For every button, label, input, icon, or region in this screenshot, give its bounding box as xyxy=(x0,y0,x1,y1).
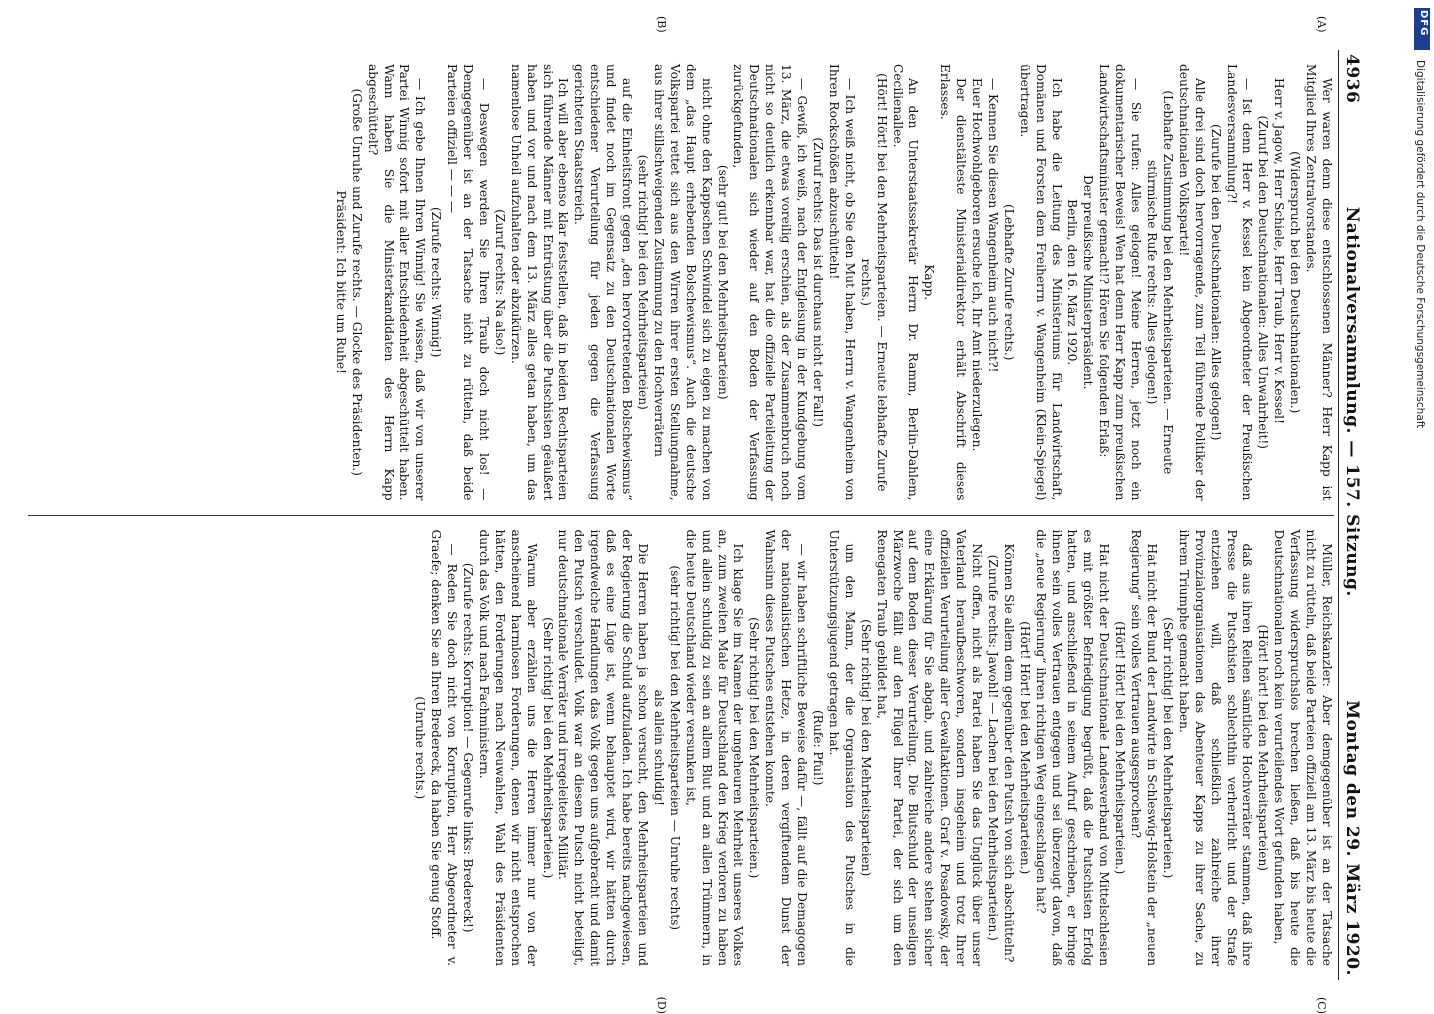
paragraph: (Zuruf rechts: Das ist durchaus nicht der Fall!) xyxy=(811,137,825,428)
digitization-note-text: Digitalisierung gefördert durch die Deutsche Forschungsgemeinschaft xyxy=(1414,60,1426,429)
paragraph: Ich will aber ebenso klar feststellen, daß in beiden Rechtsparteien sich führende Männer mit Entrüstung über die Putschisten geäußert haben und vor und nach dem 13. März alles getan haben, um das namenlose Unheil aufzuhalten oder abzukürzen. xyxy=(508,64,571,501)
margin-mark-d: (D) xyxy=(655,996,668,1014)
dfg-logo xyxy=(1414,8,1430,50)
paragraph: (Zuruf bei den Deutschnationalen: Alles Unwahrheit!) xyxy=(1256,115,1271,450)
paragraph: auf die Einheitsfront gegen „den hervortretenden Bolschewismus“ und findet noch im Gegensatz zu den Deutschnationalen Worte entschiedener Verurteilung für jeden gegen die Verfassung gerichteten Staatsstreich. xyxy=(572,64,635,501)
paragraph: (Hört! Hört! bei den Mehrheitsparteien. — Erneute lebhafte Zurufe rechts.) xyxy=(858,73,889,492)
paragraph: Der preußische Ministerpräsident. xyxy=(1081,175,1096,390)
margin-mark-a: (A) xyxy=(1315,16,1328,33)
digitization-note xyxy=(1406,60,1432,940)
paragraph: Präsident: Ich bitte um Ruhe! xyxy=(333,190,348,374)
paragraph: (Lebhafte Zurufe rechts.) xyxy=(1001,203,1016,361)
paragraph: Ich klage Sie im Namen der ungeheuren Mehrheit unseres Volkes an, zum zweiten Male für Deutschland den Krieg verloren zu haben und allein schuldig zu sein an allem Blut und an allen Trümmern, in die heute Deutschland wieder versunken ist, xyxy=(683,529,746,966)
paragraph: Berlin, den 16. März 1920. xyxy=(1065,199,1080,366)
paragraph: — Deswegen werden Sie Ihren Traub doch nicht los! — Demgegenüber ist an der Tatsache nicht zu rütteln, daß beide Parteien offiziell — — — xyxy=(445,64,491,501)
paragraph: — Ich gebe Ihnen Ihren Winnig! Sie wissen, daß wir von unserer Partei Winnig sofort mit aller Entschiedenheit abgeschüttelt haben. Wann haben Sie die Ministerkandidaten des Herrn Kapp abgeschüttelt? xyxy=(365,64,428,501)
paragraph: Müller, Reichskanzler: Aber demgegenüber ist an der Tatsache nicht zu rütteln, daß beide Parteien offiziell am 13. März bis heute die Verfassung widerspruchslos brechen ließen, daß bis heute die Deutschnationalen noch kein verurteilendes Wort gefunden haben, xyxy=(1272,529,1334,966)
paragraph: — Gewiß, ich weiß, nach der Entgleisung in der Kundgebung vom 13. März, die etwas voreilig erschien, als der Zusammenbruch noch nicht so deutlich erkennbar war, hat die offizielle Parteileitung der Deutschnationalen sich wieder auf den Boden der Verfassung zurückgefunden, xyxy=(731,64,810,501)
paragraph: — Ich weiß nicht, ob Sie den Mut haben, Herrn v. Wangenheim von Ihren Rockschößen abzuschütteln! xyxy=(826,64,857,501)
paragraph: (sehr gut! bei den Mehrheitsparteien) xyxy=(715,164,730,400)
dfg-logo-text: DFG xyxy=(1418,10,1429,37)
paragraph: (Hört! Hört! bei den Mehrheitsparteien.) xyxy=(1017,621,1032,875)
paragraph: Können Sie allem dem gegenüber den Putsch von sich abschütteln? xyxy=(1001,543,1016,963)
paragraph: Hat nicht der Deutschnationale Landesverband von Mittelschlesien es mit größter Befriedigung begrüßt, daß die Putschisten Erfolg hatten, und anschließend in seinem Aufruf geschrieben, er bringe ihnen sein volles Vertrauen entgegen und sei überzeugt davon, daß die „neue Regierung“ ihren richtigen Weg eingeschlagen hat? xyxy=(1033,529,1112,966)
session-date: Montag den 29. März 1920. xyxy=(1342,700,1362,976)
paragraph: (Sehr richtig! bei den Mehrheitsparteien.) xyxy=(1160,617,1175,879)
paragraph: (Große Unruhe und Zurufe rechts. — Glocke des Präsidenten.) xyxy=(349,88,364,477)
paragraph: um den Mann, der die Organisation des Putsches in die Unterstützungsjugend getragen hat. xyxy=(826,529,857,966)
paragraph: Hat nicht der Bund der Landwirte in Schleswig-Holstein der „neuen Regierung“ sein volles Vertrauen ausgesprochen? xyxy=(1129,529,1160,966)
paragraph: Wer waren denn diese entschlossenen Männer? Herr Kapp ist Mitglied Ihres Zentralvorstandes. xyxy=(1304,64,1334,501)
paragraph: (Rufe: Pfui!) xyxy=(811,709,825,786)
paragraph: (Widerspruch bei den Deutschnationalen.) xyxy=(1288,151,1303,414)
paragraph: Nicht offen, nicht als Partei haben Sie das Unglück über unser Vaterland heraufbeschworen, sondern insgeheim und trotz Ihrer offiziellen Verurteilung aller Gewaltaktionen. Graf v. Posadowsky, der eine Erklärung für Sie abgab, und zahlreiche andere stehen sicher auf dem Boden dieser Verurteilung. Die Blutschuld der unseligen Märzwoche fällt auf den Flügel Ihrer Partei, der sich um den Renegaten Traub gebildet hat, xyxy=(874,529,985,966)
paragraph: (Zurufe rechts: Winnig!) xyxy=(429,207,444,358)
paragraph: (Zurufe rechts: Korruption! — Gegenrufe links: Bredereck!) xyxy=(461,562,476,933)
paragraph: — Kennen Sie diesen Wangenheim auch nicht?! xyxy=(985,78,1000,373)
paragraph: Euer Hochwohlgeboren ersuche ich, Ihr Amt niederzulegen. xyxy=(970,78,985,452)
page-number: 4936 xyxy=(1342,54,1362,104)
margin-mark-b: (B) xyxy=(655,16,668,33)
paragraph: — Ist denn Herr v. Kessel kein Abgeordneter der Preußischen Landesversammlung?! xyxy=(1224,64,1255,501)
paragraph: (sehr richtig! bei den Mehrheitsparteien) xyxy=(636,154,651,410)
paragraph: nicht ohne den Kappschen Schwindel sich zu eigen zu machen von dem „das Haupt erhebenden Bolschewismus“. Auch die deutsche Volkspartei rettet sich aus den Wirren ihrer ersten Stellungnahme, aus ihrer stillschweigenden Zustimmung zu den Hochverrätern xyxy=(651,64,714,501)
paragraph: (Lebhafte Zustimmung bei den Mehrheitsparteien. — Erneute stürmische Rufe rechts: Alles gelogen!) xyxy=(1145,90,1175,475)
paragraph: (Sehr richtig! bei den Mehrheitsparteien) xyxy=(858,619,873,877)
paragraph: (Zurufe rechts: Jawohl! — Lachen bei den Mehrheitsparteien.) xyxy=(985,554,1000,941)
paragraph: daß aus ihren Reihen sämtliche Hochverräter stammen, daß ihre Presse die Putschisten schlechthin verherrlicht und der Strafe entziehen will, daß schließlich zahlreiche ihrer Provinzialorganisationen das Abenteuer Kapps zu ihrer Sache, zu ihrem Triumphe gemacht haben. xyxy=(1176,529,1255,966)
paragraph: Die Herren haben ja schon versucht, den Mehrheitsparteien und der Regierung die Schuld aufzuladen. Ich habe bereits nachgewiesen, daß es eine Lüge ist, wenn behauptet wird, wir hätten durch irgendwelche Handlungen das Volk gegen uns aufgebracht und damit den Putsch verschuldet. Volk war an diesem Putsch nicht beteiligt, nur deutschnationale Verräter und irregeleitetes Militär. xyxy=(556,529,651,966)
paragraph: Ich habe die Leitung des Ministeriums für Landwirtschaft, Domänen und Forsten dem Freiherrn v. Wangenheim (Klein-Spiegel) übertragen. xyxy=(1017,64,1064,501)
paragraph: (Zuruf rechts: Na also!) xyxy=(492,209,507,356)
margin-mark-c: (C) xyxy=(1315,997,1328,1014)
paragraph: — wir haben schriftliche Beweise dafür —, fällt auf die Demagogen der nationalistischen Hetze, in deren vergiftendem Dunst der Wahnsinn dieses Putsches entstehen konnte. xyxy=(763,529,810,966)
paragraph: als allein schuldig! xyxy=(651,689,666,806)
paragraph: (Hört! Hört! bei den Mehrheitsparteien.) xyxy=(1113,621,1128,875)
page-body xyxy=(28,16,1368,1014)
paragraph: Herr v. Jagow, Herr Schiele, Herr Traub, Herr v. Kessel! xyxy=(1272,78,1287,424)
paragraph: Der dienstälteste Ministerialdirektor erhält Abschrift dieses Erlasses. xyxy=(938,64,969,501)
paragraph: — Sie rufen: Alles gelogen! Meine Herren, jetzt noch ein dokumentarischer Beweis! Wen hat denn Herr Kapp zum preußischen Landwirtschaftsminister gemacht!? Hören Sie folgenden Erlaß: xyxy=(1097,64,1144,501)
paragraph: (Sehr richtig! bei den Mehrheitsparteien.) xyxy=(540,617,555,879)
paragraph: (Sehr richtig! bei den Mehrheitsparteien.) xyxy=(747,617,762,879)
paragraph: (Zurufe bei den Deutschnationalen: Alles gelogen!) xyxy=(1208,123,1223,441)
left-column xyxy=(28,50,1334,515)
paragraph: An den Unterstaatssekretär Herrn Dr. Ramm, Berlin-Dahlem, Cecilienallee. xyxy=(890,64,921,501)
session-title: Nationalversammlung. — 157. Sitzung. xyxy=(1342,206,1362,597)
paragraph: (Hört! hört! bei den Mehrheitsparteien) xyxy=(1256,624,1271,872)
paragraph: Alle drei sind doch hervorragende, zum Teil führende Politiker der deutschnationalen Volkspartei! xyxy=(1176,64,1207,501)
paragraph: (sehr richtig! bei den Mehrheitsparteien — Unruhe rechts) xyxy=(667,565,682,931)
right-column xyxy=(28,515,1334,981)
paragraph: Warum aber erzählen uns die Herren immer nur von der anscheinend harmlosen Forderungen, denen wir nicht entsprochen hätten, den Forderungen nach Neuwahlen, Wahl des Präsidenten durch das Volk und nach Fachministern. xyxy=(476,529,539,966)
text-columns xyxy=(28,50,1334,980)
running-header xyxy=(1338,50,1368,980)
paragraph: (Unruhe rechts.) xyxy=(413,696,428,800)
paragraph: Kapp. xyxy=(922,264,937,301)
paragraph: — Reden Sie doch nicht von Korruption, Herr Abgeordneter v. Graefe; denken Sie an Ihren Bredereck, da haben Sie genug Stoff. xyxy=(429,529,460,966)
